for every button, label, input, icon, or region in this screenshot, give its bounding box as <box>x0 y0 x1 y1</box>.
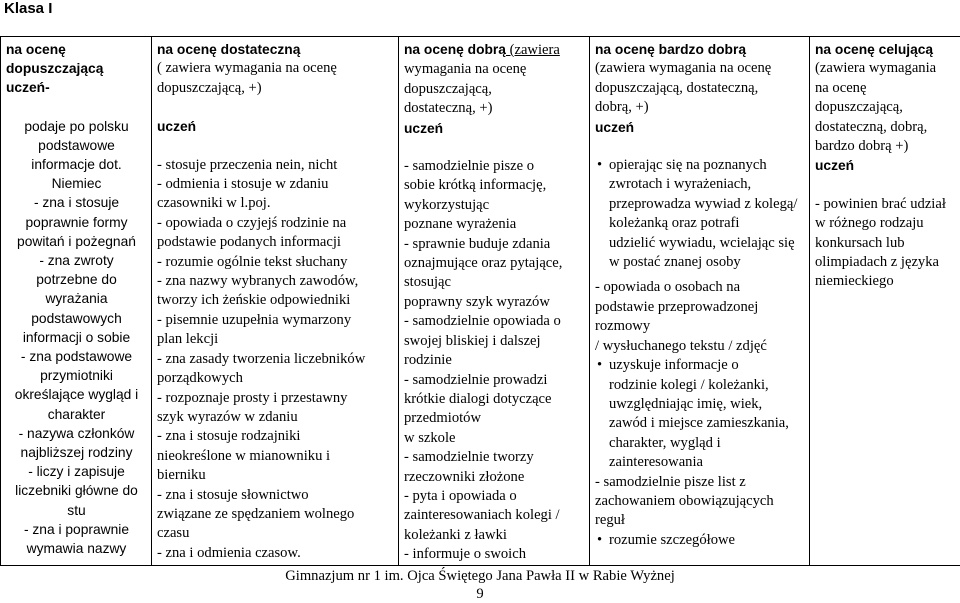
text-line: zainteresowania <box>609 453 805 472</box>
text-line: / wysłuchanego tekstu / zdjęć <box>595 337 805 356</box>
column-heading: na ocenę dostateczną <box>157 40 394 59</box>
text-line: • opierając się na poznanych <box>609 156 805 175</box>
text-line: (zawiera wymagania <box>815 59 960 78</box>
requirements-table <box>0 36 960 566</box>
text-line: zachowaniem obowiązujących <box>595 492 805 511</box>
text-line: - zna i stosuje rodzajniki <box>157 427 394 446</box>
text-line: poprawnie formy <box>6 213 147 232</box>
bullet-item <box>595 156 805 272</box>
text-line: - pisemnie uzupełnia wymarzony <box>157 311 394 330</box>
text-line: bierniku <box>157 466 394 485</box>
text-line: - zna podstawowe <box>6 347 147 366</box>
text-line: - opowiada o osobach na <box>595 278 805 297</box>
column-body <box>157 156 394 564</box>
text-line: • uzyskuje informacje o <box>609 356 805 375</box>
student-label: uczeń <box>157 117 394 136</box>
text-line: podstawowych <box>6 309 147 328</box>
text-line: dopuszczającą, dostateczną, <box>595 79 805 98</box>
text-line: - samodzielnie pisze o <box>404 157 585 176</box>
text-line: powitań i pożegnań <box>6 232 147 251</box>
text-line: rzeczowniki złożone <box>404 468 585 487</box>
text-line: - rozumie ogólnie tekst słuchany <box>157 253 394 272</box>
text-line: charakter, wygląd i <box>609 434 805 453</box>
text-line: - zna i stosuje słownictwo <box>157 486 394 505</box>
text-line: koleżanką oraz potrafi <box>609 214 805 233</box>
bullet-item <box>595 531 805 550</box>
column-subheading <box>815 59 960 156</box>
text-line: zainteresowaniach kolegi / <box>404 506 585 525</box>
text-line: krótkie dialogi dotyczące <box>404 390 585 409</box>
text-line: - rozpoznaje prosty i przestawny <box>157 389 394 408</box>
text-line: - zna nazwy wybranych zawodów, <box>157 272 394 291</box>
text-line: Niemiec <box>6 174 147 193</box>
column-heading: na ocenę bardzo dobrą <box>595 40 805 59</box>
text-line: - liczy i zapisuje <box>6 462 147 481</box>
text-line: (zawiera wymagania na ocenę <box>595 59 805 78</box>
text-line: uwzględniając imię, wiek, <box>609 395 805 414</box>
student-label: uczeń <box>815 156 960 175</box>
text-line: oznajmujące oraz pytające, <box>404 254 585 273</box>
text-line: przedmiotów <box>404 409 585 428</box>
text-line: nieokreślone w mianowniku i <box>157 447 394 466</box>
text-line: reguł <box>595 511 805 530</box>
text-line: szyk wyrazów w zdaniu <box>157 408 394 427</box>
text-line: - samodzielnie prowadzi <box>404 371 585 390</box>
text-line: dopuszczającą, <box>404 80 585 99</box>
column-subheading <box>595 59 805 117</box>
text-line: rodzinie kolegi / koleżanki, <box>609 376 805 395</box>
text-line: konkursach lub <box>815 234 960 253</box>
column-body <box>815 195 960 292</box>
footer-school: Gimnazjum nr 1 im. Ojca Świętego Jana Pawła II w Rabie Wyżnej <box>0 567 960 585</box>
student-label: uczeń <box>595 118 805 137</box>
text-line: określające wygląd i <box>6 385 147 404</box>
text-line: stosując <box>404 273 585 292</box>
text-line: - zna zwroty <box>6 251 147 270</box>
text-line: związane ze spędzaniem wolnego <box>157 505 394 524</box>
text-line: - zna i stosuje <box>6 193 147 212</box>
text-line: porządkowych <box>157 369 394 388</box>
bullet-item <box>595 356 805 472</box>
text-line: w szkole <box>404 429 585 448</box>
text-line: niemieckiego <box>815 272 960 291</box>
column-dostateczna <box>152 37 399 566</box>
text-line: podstawie podanych informacji <box>157 233 394 252</box>
text-line: przeprowadza wywiad z kolegą/ <box>609 195 805 214</box>
text-line: dopuszczającą, +) <box>157 79 394 98</box>
column-bardzo-dobra <box>590 37 810 566</box>
text-line: - samodzielnie tworzy <box>404 448 585 467</box>
column-heading: na ocenę celującą <box>815 40 960 59</box>
text-line: uczeń- <box>6 78 147 97</box>
text-line: rozmowy <box>595 317 805 336</box>
column-body <box>404 157 585 565</box>
text-line: na ocenę <box>815 79 960 98</box>
text-line: informacji o sobie <box>6 328 147 347</box>
text-line: bardzo dobrą +) <box>815 137 960 156</box>
text-line: podaje po polsku <box>6 117 147 136</box>
text-line: - odmienia i stosuje w zdaniu <box>157 175 394 194</box>
column-heading: na ocenę dobrą (zawiera <box>404 40 585 60</box>
text-line: wymawia nazwy <box>6 539 147 558</box>
text-line: podstawie przeprowadzonej <box>595 298 805 317</box>
page-number: 9 <box>0 585 960 603</box>
text-line: na ocenę <box>6 40 147 59</box>
column-subheading <box>157 59 394 98</box>
text-line: poprawny szyk wyrazów <box>404 293 585 312</box>
text-line: przymiotniki <box>6 366 147 385</box>
text-line: swojej bliskiej i dalszej <box>404 332 585 351</box>
column-body <box>595 473 805 531</box>
text-line: ( zawiera wymagania na ocenę <box>157 59 394 78</box>
text-line: czasowniki w l.poj. <box>157 194 394 213</box>
page-title: Klasa I <box>4 0 52 18</box>
text-line: informacje dot. <box>6 155 147 174</box>
text-line: najbliższej rodziny <box>6 443 147 462</box>
column-dobra <box>399 37 590 566</box>
text-line: dopuszczającą <box>6 59 147 78</box>
text-line: zwrotach i wyrażeniach, <box>609 175 805 194</box>
text-line: - samodzielnie pisze list z <box>595 473 805 492</box>
text-line: dobrą, +) <box>595 98 805 117</box>
text-line: wyrażania <box>6 289 147 308</box>
text-line: wykorzystując <box>404 196 585 215</box>
text-line: charakter <box>6 405 147 424</box>
text-line: wymagania na ocenę <box>404 60 585 79</box>
column-celujaca <box>810 37 960 566</box>
text-line: podstawowe <box>6 136 147 155</box>
text-line: koleżanki z ławki <box>404 526 585 545</box>
text-line: - informuje o swoich <box>404 545 585 564</box>
text-line: potrzebne do <box>6 270 147 289</box>
text-line: udzielić wywiadu, wcielając się <box>609 234 805 253</box>
text-line: - nazywa członków <box>6 424 147 443</box>
column-dopuszczajaca <box>1 37 152 566</box>
table-row <box>1 37 960 566</box>
text-line: dostateczną, +) <box>404 99 585 118</box>
text-line: - zna i odmienia czasow. <box>157 544 394 563</box>
text-line: - zna i poprawnie <box>6 520 147 539</box>
text-line: liczebniki główne do <box>6 481 147 500</box>
text-line: • rozumie szczegółowe <box>609 531 805 550</box>
text-line: stu <box>6 501 147 520</box>
text-line: w różnego rodzaju <box>815 214 960 233</box>
student-label: uczeń <box>404 119 585 138</box>
text-line: zawód i miejsce zamieszkania, <box>609 414 805 433</box>
text-line: - sprawnie buduje zdania <box>404 235 585 254</box>
column-body <box>6 117 147 559</box>
column-subheading <box>404 60 585 118</box>
text-line: olimpiadach z języka <box>815 253 960 272</box>
text-line: - stosuje przeczenia nein, nicht <box>157 156 394 175</box>
text-line: czasu <box>157 524 394 543</box>
text-line: sobie krótką informację, <box>404 176 585 195</box>
column-body <box>595 278 805 356</box>
text-line: - opowiada o czyjejś rodzinie na <box>157 214 394 233</box>
text-line: - powinien brać udział <box>815 195 960 214</box>
column-heading <box>6 40 147 98</box>
text-line: w postać znanej osoby <box>609 253 805 272</box>
text-line: tworzy ich żeńskie odpowiedniki <box>157 291 394 310</box>
text-line: rodzinie <box>404 351 585 370</box>
text-line: - samodzielnie opowiada o <box>404 312 585 331</box>
text-line: dopuszczającą, <box>815 98 960 117</box>
text-line: plan lekcji <box>157 330 394 349</box>
text-line: - pyta i opowiada o <box>404 487 585 506</box>
text-line: dostateczną, dobrą, <box>815 118 960 137</box>
text-line: - zna zasady tworzenia liczebników <box>157 350 394 369</box>
text-line: poznane wyrażenia <box>404 215 585 234</box>
